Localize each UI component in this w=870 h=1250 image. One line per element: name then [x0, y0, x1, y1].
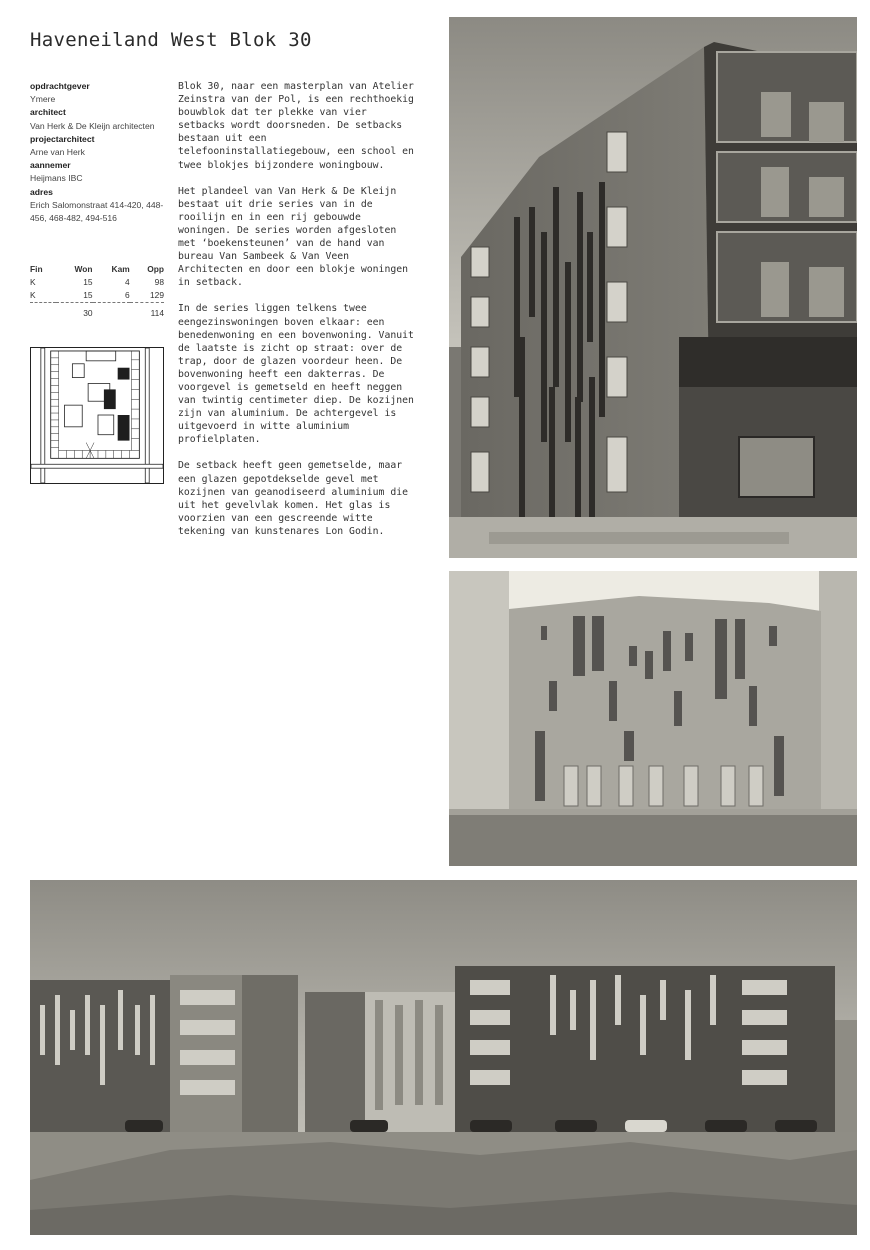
table-cell: 15	[83, 290, 93, 300]
credit-value: Arne van Herk	[30, 147, 85, 158]
table-header-row	[30, 264, 164, 276]
table-cell: K	[30, 277, 36, 287]
paragraph: De setback heeft geen gemetselde, maar een glazen gepotdekselde gevel met kozijnen van geanodiseerd aluminium die uit het gevelvlak komen. Het glas is voorzien van een gescreende witte tekening van kunstenares Lon Godin.	[178, 460, 409, 537]
credit-value: Van Herk & De Kleijn architecten	[30, 120, 155, 131]
table-cell	[30, 307, 56, 320]
credit-value: Heijmans IBC	[30, 173, 83, 184]
column-header: Opp	[147, 264, 164, 274]
table-cell	[93, 307, 130, 320]
paragraph: Blok 30, naar een masterplan van Atelier Zeinstra van der Pol, is een rechthoekig bouwblok dat ter plekke van vier setbacks wordt doorsneden. De setbacks bestaan uit een telefooninstallatiegebouw, een school en twee blokjes bijzondere woningbouw.	[178, 81, 414, 171]
page-title: Haveneiland West Blok 30	[30, 28, 312, 51]
photo-block-panorama	[30, 880, 857, 1235]
table-cell: 114	[150, 308, 164, 318]
article-body	[178, 80, 414, 551]
column-header: Fin	[30, 264, 43, 274]
site-plan-svg	[31, 348, 163, 483]
credit-value: Ymere	[30, 94, 56, 105]
table-cell: K	[30, 290, 36, 300]
credit-label: architect	[30, 107, 66, 118]
table-row	[30, 289, 164, 303]
housing-stats-table	[30, 264, 164, 320]
photo-rear-facade	[449, 571, 857, 866]
table-cell: 4	[125, 277, 130, 287]
credit-label: projectarchitect	[30, 133, 95, 144]
photo-brick-facade-image	[449, 17, 857, 558]
credit-label: adres	[30, 186, 53, 197]
paragraph: In de series liggen telkens twee eengezinswoningen boven elkaar: een benedenwoning en een bovenwoning. Vanuit de laatste is zicht op straat: over de trap, door de glazen voordeur heen. De bovenwoning heeft een dakterras. De voorgevel is gemetseld en heeft neggen van twintig centimeter diep. De kozijnen zijn van aluminium. De achtergevel is uitgevoerd in witte aluminium profielplaten.	[178, 303, 414, 446]
credit-value: Erich Salomonstraat 414-420, 448-456, 468-482, 494-516	[30, 199, 164, 224]
credit-label: opdrachtgever	[30, 81, 90, 91]
credit-label: aannemer	[30, 160, 71, 171]
column-header: Won	[74, 264, 93, 274]
photo-block-panorama-image	[30, 880, 857, 1235]
project-credits	[30, 80, 170, 225]
column-header: Kam	[111, 264, 130, 274]
site-plan-drawing	[30, 347, 164, 484]
table-row	[30, 276, 164, 289]
photo-rear-facade-image	[449, 571, 857, 866]
table-cell: 6	[125, 290, 130, 300]
table-cell: 129	[150, 290, 164, 300]
table-totals-row	[30, 307, 164, 320]
table-cell: 98	[154, 277, 164, 287]
table-cell: 30	[83, 308, 93, 318]
photo-brick-facade	[449, 17, 857, 558]
table-cell: 15	[83, 277, 93, 287]
paragraph: Het plandeel van Van Herk & De Kleijn bestaat uit drie series van in de rooilijn en in een rij gebouwde woningen. De series worden afgesloten met ‘boekensteunen’ van de hand van bureau Van Sambeek & Van Veen Architecten en door een blokje woningen in setback.	[178, 185, 409, 289]
